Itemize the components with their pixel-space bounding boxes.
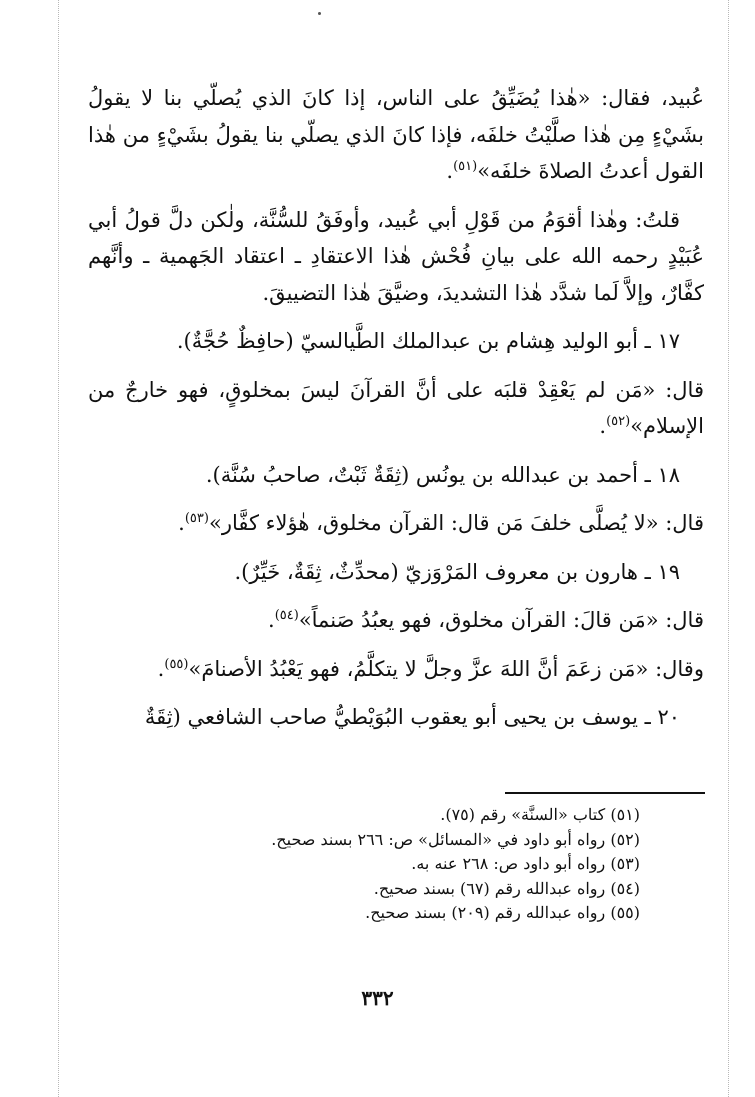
footnote-51: (٥١) كتاب «السنَّة» رقم (٧٥). [440, 805, 640, 824]
quote-end: . [268, 608, 275, 632]
paragraph-abu-ubayd-quote [88, 80, 704, 190]
footnote-ref-53: (٥٣) [184, 511, 209, 526]
quote-text: وقال: «مَن زعَمَ أنَّ اللهَ عزَّ وجلَّ لا يتكلَّمُ، فهو يَعْبُدُ الأصنامَ» [188, 656, 704, 681]
paragraph-end: . [446, 159, 454, 183]
quote-text: قال: «لا يُصلَّى خلفَ مَن قال: القرآن مخلوق، هٰؤلاء كفَّار» [208, 511, 704, 535]
entry-18-heading: ١٨ ـ أحمد بن عبدالله بن يونُس (ثِقَةٌ ثَبْتٌ، صاحبُ سُنَّة). [205, 462, 680, 487]
entry-20-heading: ٢٠ ـ يوسف بن يحيى أبو يعقوب البُوَيْطيُّ صاحب الشافعي (ثِقَةٌ [144, 705, 680, 729]
left-margin-guide [58, 0, 59, 1097]
footnote-ref-52: (٥٢) [606, 414, 631, 429]
footnote-ref-54: (٥٤) [274, 608, 299, 623]
quote-end: . [599, 414, 607, 438]
quote-text: قال: «مَن قالَ: القرآن مخلوق، فهو يعبُدُ صَنماً» [298, 608, 704, 632]
page-number: ٣٣٢ [361, 986, 394, 1010]
quote-end: . [157, 656, 165, 681]
top-dot-mark [318, 12, 321, 15]
footnote-ref-51: (٥١) [453, 159, 478, 174]
entry-19-quote-b [88, 651, 704, 688]
footnote-55: (٥٥) رواه عبدالله رقم (٢٠٩) بسند صحيح. [365, 903, 640, 922]
footnote-54: (٥٤) رواه عبدالله رقم (٦٧) بسند صحيح. [373, 878, 640, 898]
paragraph-text: عُبيد، فقال: «هٰذا يُضَيِّقُ على الناس، إذا كانَ الذي يُصلّي بنا لا يقولُ بشَيْءٍ مِن هٰذا صلَّيْتُ خلفَه، فإذا كانَ الذي يصلّي بنا يقولُ بشَيْءٍ من هٰذا القول أعدتُ الصلاةَ خلفَه» [88, 86, 704, 183]
entry-17-quote [88, 372, 704, 445]
footnotes [160, 803, 640, 926]
footnote-52: (٥٢) رواه أبو داود في «المسائل» ص: ٢٦٦ بسند صحيح. [271, 829, 640, 849]
quote-text: قال: «مَن لم يَعْقِدْ قلبَه على أنَّ القرآنَ ليسَ بمخلوقٍ، فهو خارجٌ من الإسلام» [88, 377, 704, 438]
right-margin-guide [728, 0, 729, 1097]
footnote-separator [505, 792, 705, 794]
entry-18-quote [88, 505, 704, 542]
footnote-53: (٥٣) رواه أبو داود ص: ٢٦٨ عنه به. [411, 854, 640, 873]
entry-19-quote-a [88, 602, 704, 639]
footnote-ref-55: (٥٥) [164, 656, 189, 672]
main-text [88, 80, 704, 748]
entry-17-heading: ١٧ ـ أبو الوليد هِشام بن عبدالملك الطَّيالسيّ (حافِظٌ حُجَّةٌ). [176, 329, 680, 353]
paragraph-commentary: قلتُ: وهٰذا أقوَمُ من قَوْلِ أبي عُبيد، وأوفَقُ للسُّنَّة، ولٰكن دلَّ قولُ أبي عُبَيْدٍ رحمه الله على بيانِ فُحْش هٰذا الاعتقادِ ـ اعتقاد الجَهمية ـ وأنَّهم كفَّارٌ، وإلاَّ لَما شدَّد هٰذا التشديدَ، وضيَّقَ هٰذا التضييقَ. [88, 207, 704, 305]
entry-19-heading: ١٩ ـ هارون بن معروف المَرْوَزيّ (محدِّثٌ، ثِقَةٌ، خَيِّرٌ). [234, 559, 680, 584]
quote-end: . [178, 511, 185, 535]
